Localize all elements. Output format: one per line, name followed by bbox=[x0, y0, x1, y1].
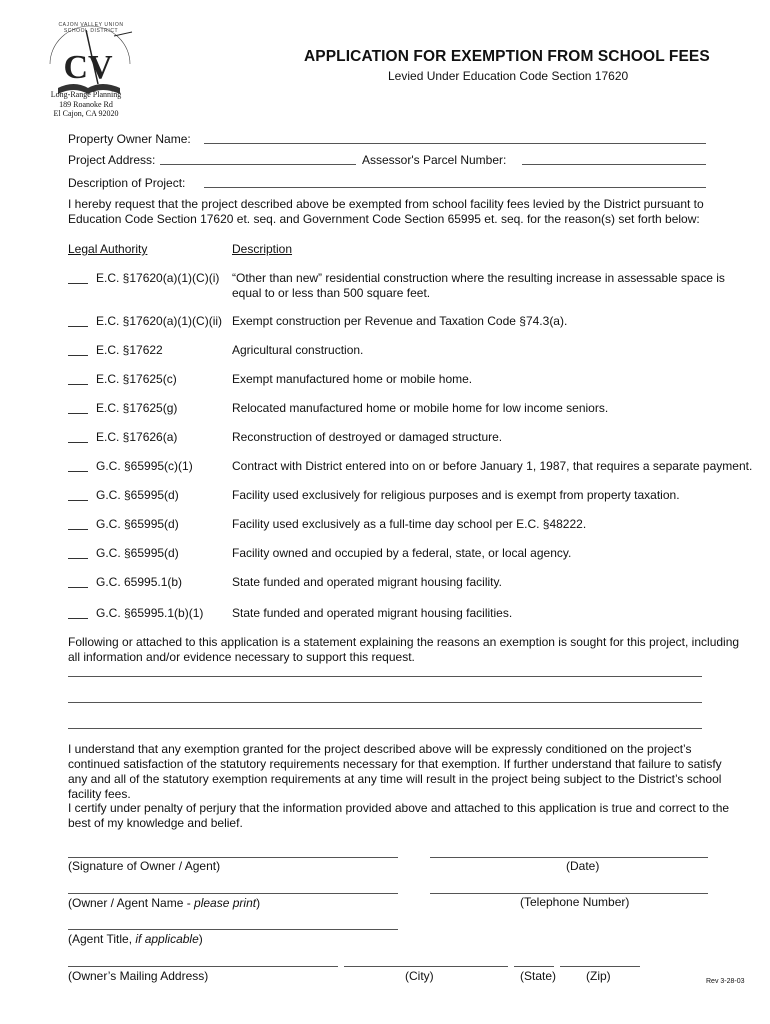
exemption-checkbox-10[interactable] bbox=[68, 558, 88, 559]
exemption-checkbox-9[interactable] bbox=[68, 529, 88, 530]
description-label: Description of Project: bbox=[68, 176, 186, 190]
statement-paragraph: Following or attached to this application is a statement explaining the reasons an exemption is sought for this project, including all information and/or evidence necessary to support this request. bbox=[68, 635, 740, 664]
title-label-part-2: if applicable bbox=[135, 932, 199, 946]
exemption-description-2: Exempt construction per Revenue and Taxation Code §74.3(a). bbox=[232, 314, 568, 328]
exemption-description-8: Facility used exclusively for religious purposes and is exempt from property taxation. bbox=[232, 488, 680, 502]
agent-title-field[interactable] bbox=[68, 929, 398, 930]
project-address-field[interactable] bbox=[160, 164, 356, 165]
exemption-authority-4: E.C. §17625(c) bbox=[96, 372, 177, 386]
name-label-part-3: ) bbox=[256, 896, 261, 910]
exemption-description-1: “Other than new” residential construction where the resulting increase in assessable space is equal to or less than 500 square feet. bbox=[232, 271, 725, 300]
mailing-address-label: (Owner’s Mailing Address) bbox=[68, 969, 209, 983]
name-label-part-1: (Owner / Agent Name - bbox=[68, 896, 195, 910]
signature-label: (Signature of Owner / Agent) bbox=[68, 859, 221, 873]
owner-name-field[interactable] bbox=[204, 143, 706, 144]
exemption-authority-12: G.C. §65995.1(b)(1) bbox=[96, 606, 204, 620]
city-field[interactable] bbox=[344, 966, 508, 967]
zip-field[interactable] bbox=[560, 966, 640, 967]
exemption-checkbox-4[interactable] bbox=[68, 384, 88, 385]
owner-agent-name-field[interactable] bbox=[68, 893, 398, 894]
statement-line-1[interactable] bbox=[68, 676, 702, 677]
exemption-authority-10: G.C. §65995(d) bbox=[96, 546, 179, 560]
owner-name-label: Property Owner Name: bbox=[68, 132, 191, 146]
exemption-description-6: Reconstruction of destroyed or damaged structure. bbox=[232, 430, 503, 444]
exemption-description-4: Exempt manufactured home or mobile home. bbox=[232, 372, 473, 386]
understand-paragraph: I understand that any exemption granted for the project described above will be expressly conditioned on the project’s continued satisfaction of the statutory requirements necessary for that exemption. If further understand that failure to satisfy any and all of the statutory exemption requirements at any time will result in the project being subject to the District’s school facility fees. bbox=[68, 742, 722, 801]
agent-title-label bbox=[68, 932, 203, 947]
exemption-checkbox-2[interactable] bbox=[68, 326, 88, 327]
exemption-authority-5: E.C. §17625(g) bbox=[96, 401, 178, 415]
exemption-authority-6: E.C. §17626(a) bbox=[96, 430, 178, 444]
telephone-label: (Telephone Number) bbox=[520, 895, 630, 909]
exemption-description-9: Facility used exclusively as a full-time day school per E.C. §48222. bbox=[232, 517, 587, 531]
description-header: Description bbox=[232, 242, 293, 256]
owner-agent-name-label bbox=[68, 896, 260, 911]
exemption-description-3: Agricultural construction. bbox=[232, 343, 364, 357]
mailing-address-field[interactable] bbox=[68, 966, 338, 967]
form-subtitle: Levied Under Education Code Section 17620 bbox=[388, 69, 629, 83]
revision-note: Rev 3-28-03 bbox=[706, 978, 745, 985]
parcel-number-field[interactable] bbox=[522, 164, 706, 165]
exemption-checkbox-8[interactable] bbox=[68, 500, 88, 501]
project-address-label: Project Address: bbox=[68, 153, 156, 167]
legal-authority-header: Legal Authority bbox=[68, 242, 148, 256]
exemption-authority-9: G.C. §65995(d) bbox=[96, 517, 179, 531]
logo-text: CAJON VALLEY UNION SCHOOL DISTRICT bbox=[58, 22, 124, 34]
parcel-number-label: Assessor's Parcel Number: bbox=[362, 153, 507, 167]
state-label: (State) bbox=[520, 969, 557, 983]
exemption-description-10: Facility owned and occupied by a federal, state, or local agency. bbox=[232, 546, 572, 560]
telephone-field[interactable] bbox=[430, 893, 708, 894]
exemption-checkbox-12[interactable] bbox=[68, 618, 88, 619]
statement-line-2[interactable] bbox=[68, 702, 702, 703]
date-label: (Date) bbox=[566, 859, 600, 873]
exemption-authority-2: E.C. §17620(a)(1)(C)(ii) bbox=[96, 314, 223, 328]
exemption-checkbox-7[interactable] bbox=[68, 471, 88, 472]
exemption-checkbox-11[interactable] bbox=[68, 587, 88, 588]
address-line-1: Long-Range Planning bbox=[50, 90, 122, 99]
signature-field[interactable] bbox=[68, 857, 398, 858]
address-line-3: El Cajon, CA 92020 bbox=[53, 109, 119, 118]
exemption-checkbox-5[interactable] bbox=[68, 413, 88, 414]
exemption-description-7: Contract with District entered into on or before January 1, 1987, that requires a separate payment. bbox=[232, 459, 753, 473]
exemption-authority-11: G.C. 65995.1(b) bbox=[96, 575, 183, 589]
exemption-checkbox-1[interactable] bbox=[68, 283, 88, 284]
date-field[interactable] bbox=[430, 857, 708, 858]
exemption-description-5: Relocated manufactured home or mobile home for low income seniors. bbox=[232, 401, 609, 415]
name-label-part-2: please print bbox=[194, 896, 257, 910]
form-title: APPLICATION FOR EXEMPTION FROM SCHOOL FEES bbox=[304, 48, 710, 65]
logo-initials: CV bbox=[63, 49, 113, 86]
description-field[interactable] bbox=[204, 187, 706, 188]
exemption-checkbox-6[interactable] bbox=[68, 442, 88, 443]
state-field[interactable] bbox=[514, 966, 554, 967]
request-paragraph: I hereby request that the project described above be exempted from school facility fees levied by the District pursuant to Education Code Section 17620 et. seq. and Government Code Section 65995 et. seq. for the reason(s) set forth below: bbox=[68, 197, 704, 226]
exemption-authority-1: E.C. §17620(a)(1)(C)(i) bbox=[96, 271, 220, 285]
exemption-description-12: State funded and operated migrant housing facilities. bbox=[232, 606, 513, 620]
exemption-authority-3: E.C. §17622 bbox=[96, 343, 163, 357]
district-address bbox=[36, 90, 136, 119]
title-label-part-1: (Agent Title, bbox=[68, 932, 136, 946]
zip-label: (Zip) bbox=[586, 969, 611, 983]
exemption-checkbox-3[interactable] bbox=[68, 355, 88, 356]
exemption-authority-7: G.C. §65995(c)(1) bbox=[96, 459, 193, 473]
city-label: (City) bbox=[405, 969, 434, 983]
exemption-authority-8: G.C. §65995(d) bbox=[96, 488, 179, 502]
title-label-part-3: ) bbox=[198, 932, 203, 946]
exemption-description-11: State funded and operated migrant housing facility. bbox=[232, 575, 502, 589]
statement-line-3[interactable] bbox=[68, 728, 702, 729]
address-line-2: 189 Roanoke Rd bbox=[59, 99, 113, 109]
certify-paragraph: I certify under penalty of perjury that the information provided above and attached to this application is true and correct to the best of my knowledge and belief. bbox=[68, 801, 730, 830]
